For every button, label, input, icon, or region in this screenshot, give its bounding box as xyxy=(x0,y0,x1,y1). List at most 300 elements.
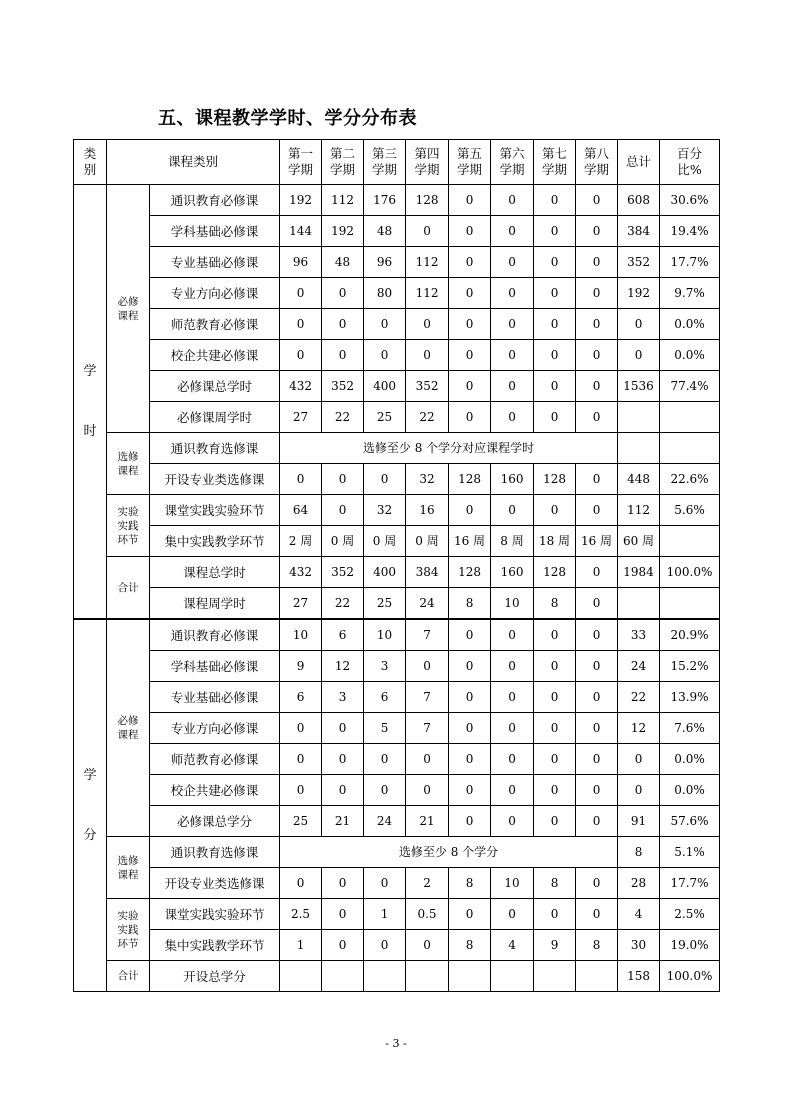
page-number: - 3 - xyxy=(385,1037,407,1050)
term-value: 0 xyxy=(534,402,576,433)
term-value: 0 xyxy=(576,619,618,651)
percent-value: 0.0% xyxy=(660,309,720,340)
empty-cell xyxy=(406,961,449,992)
term-value: 0 xyxy=(534,371,576,402)
total-value: 0 xyxy=(618,340,660,371)
term-value: 0 xyxy=(280,340,322,371)
credits-elective-group: 选修课程 xyxy=(107,837,150,899)
term-value: 8 xyxy=(534,588,576,620)
hours-practice-concentrated-row xyxy=(74,526,720,557)
term-value: 0 xyxy=(534,682,576,713)
term-value: 0 xyxy=(491,899,534,930)
course-name: 开设总学分 xyxy=(150,961,280,992)
term-value: 25 xyxy=(364,402,406,433)
term-value: 0 周 xyxy=(322,526,364,557)
term-value: 9 xyxy=(280,651,322,682)
term-value: 32 xyxy=(364,495,406,526)
total-value: 0 xyxy=(618,744,660,775)
percent-value xyxy=(660,402,720,433)
term-value: 128 xyxy=(449,464,491,495)
term-value: 0 xyxy=(449,402,491,433)
term-value: 0 xyxy=(449,775,491,806)
course-name: 专业基础必修课 xyxy=(150,682,280,713)
term-value: 8 xyxy=(449,930,491,961)
term-value: 16 周 xyxy=(576,526,618,557)
credits-required-row xyxy=(74,682,720,713)
term-value: 0 xyxy=(576,371,618,402)
course-name: 校企共建必修课 xyxy=(150,340,280,371)
credits-elective-general-row xyxy=(74,837,720,868)
term-value: 21 xyxy=(406,806,449,837)
term-value: 0 xyxy=(491,775,534,806)
term-value: 0 xyxy=(491,185,534,216)
term-value: 0 xyxy=(406,340,449,371)
term-value: 0 xyxy=(576,713,618,744)
term-value: 27 xyxy=(280,402,322,433)
course-name: 专业方向必修课 xyxy=(150,278,280,309)
term-value: 0 xyxy=(280,744,322,775)
header-term-6: 第六学期 xyxy=(491,140,534,185)
term-value: 10 xyxy=(364,619,406,651)
term-value: 0 xyxy=(576,495,618,526)
term-value: 8 周 xyxy=(491,526,534,557)
percent-value: 5.1% xyxy=(660,837,720,868)
header-term-4: 第四学期 xyxy=(406,140,449,185)
course-name: 开设专业类选修课 xyxy=(150,868,280,899)
term-value: 0 xyxy=(449,309,491,340)
term-value: 0 周 xyxy=(406,526,449,557)
total-value: 112 xyxy=(618,495,660,526)
term-value: 16 周 xyxy=(449,526,491,557)
term-value: 0 xyxy=(364,340,406,371)
percent-value: 17.7% xyxy=(660,868,720,899)
term-value: 0 周 xyxy=(364,526,406,557)
term-value: 0 xyxy=(449,619,491,651)
term-value: 0 xyxy=(449,216,491,247)
term-value: 0 xyxy=(449,899,491,930)
hours-practice-group: 实验实践环节 xyxy=(107,495,150,557)
credits-required-row xyxy=(74,744,720,775)
hours-required-row xyxy=(74,247,720,278)
term-value: 160 xyxy=(491,464,534,495)
total-value: 352 xyxy=(618,247,660,278)
term-value: 7 xyxy=(406,713,449,744)
term-value: 48 xyxy=(322,247,364,278)
term-value: 96 xyxy=(364,247,406,278)
percent-value: 9.7% xyxy=(660,278,720,309)
percent-value: 20.9% xyxy=(660,619,720,651)
term-value: 12 xyxy=(322,651,364,682)
term-value: 160 xyxy=(491,557,534,588)
term-value: 0 xyxy=(534,495,576,526)
empty-cell xyxy=(576,961,618,992)
term-value: 0 xyxy=(322,278,364,309)
term-value: 352 xyxy=(322,371,364,402)
term-value: 0 xyxy=(280,713,322,744)
term-value: 192 xyxy=(280,185,322,216)
term-value: 112 xyxy=(406,278,449,309)
term-value: 0 xyxy=(576,247,618,278)
total-value xyxy=(618,588,660,620)
hours-practice-lab-row xyxy=(74,495,720,526)
term-value: 128 xyxy=(406,185,449,216)
term-value: 192 xyxy=(322,216,364,247)
term-value: 0 xyxy=(449,651,491,682)
term-value: 128 xyxy=(534,557,576,588)
term-value: 0 xyxy=(322,775,364,806)
term-value: 0 xyxy=(322,464,364,495)
term-value: 6 xyxy=(280,682,322,713)
term-value: 0 xyxy=(280,309,322,340)
term-value: 0 xyxy=(491,340,534,371)
credits-category xyxy=(74,619,107,992)
total-value xyxy=(618,433,660,464)
percent-value: 100.0% xyxy=(660,557,720,588)
course-name: 课堂实践实验环节 xyxy=(150,899,280,930)
term-value: 0 xyxy=(491,495,534,526)
term-value: 10 xyxy=(491,868,534,899)
term-value: 16 xyxy=(406,495,449,526)
total-value: 0 xyxy=(618,775,660,806)
term-value: 25 xyxy=(280,806,322,837)
total-value: 28 xyxy=(618,868,660,899)
term-value: 0 xyxy=(406,216,449,247)
term-value: 7 xyxy=(406,619,449,651)
hours-required-row xyxy=(74,185,720,216)
term-value: 22 xyxy=(322,402,364,433)
term-value: 64 xyxy=(280,495,322,526)
percent-value: 17.7% xyxy=(660,247,720,278)
term-value: 0 xyxy=(491,309,534,340)
percent-value: 5.6% xyxy=(660,495,720,526)
term-value: 3 xyxy=(322,682,364,713)
header-term-7: 第七学期 xyxy=(534,140,576,185)
percent-value: 15.2% xyxy=(660,651,720,682)
term-value: 4 xyxy=(491,930,534,961)
term-value: 0 xyxy=(322,744,364,775)
term-value: 0 xyxy=(534,340,576,371)
term-value: 9 xyxy=(534,930,576,961)
term-value: 2.5 xyxy=(280,899,322,930)
credits-required-row xyxy=(74,651,720,682)
term-value: 0 xyxy=(364,775,406,806)
course-name: 通识教育选修课 xyxy=(150,837,280,868)
term-value: 0 xyxy=(534,713,576,744)
hours-total-group: 合计 xyxy=(107,557,150,620)
term-value: 0 xyxy=(322,899,364,930)
header-term-5: 第五学期 xyxy=(449,140,491,185)
term-value: 0 xyxy=(491,278,534,309)
credits-elective-major-row xyxy=(74,868,720,899)
header-term-1: 第一学期 xyxy=(280,140,322,185)
term-value: 432 xyxy=(280,557,322,588)
percent-value xyxy=(660,588,720,620)
percent-value: 2.5% xyxy=(660,899,720,930)
term-value: 176 xyxy=(364,185,406,216)
term-value: 0 xyxy=(534,185,576,216)
header-row xyxy=(74,140,720,185)
term-value: 10 xyxy=(280,619,322,651)
term-value: 0 xyxy=(576,216,618,247)
course-name: 集中实践教学环节 xyxy=(150,526,280,557)
credits-required-row xyxy=(74,619,720,651)
term-value: 0 xyxy=(322,930,364,961)
hours-elective-group: 选修课程 xyxy=(107,433,150,495)
header-category: 类别 xyxy=(74,140,107,185)
term-value: 0 xyxy=(576,806,618,837)
hours-credits-table xyxy=(73,139,720,992)
hours-required-group: 必修课程 xyxy=(107,185,150,433)
term-value: 25 xyxy=(364,588,406,620)
term-value: 0 xyxy=(576,899,618,930)
hours-sum-week-row xyxy=(74,588,720,620)
term-value: 3 xyxy=(364,651,406,682)
term-value: 1 xyxy=(364,899,406,930)
term-value: 0 xyxy=(280,278,322,309)
course-name: 开设专业类选修课 xyxy=(150,464,280,495)
term-value: 5 xyxy=(364,713,406,744)
term-value: 0 xyxy=(534,775,576,806)
total-value: 158 xyxy=(618,961,660,992)
credits-sum-total-row xyxy=(74,961,720,992)
credits-required-row xyxy=(74,713,720,744)
course-name: 集中实践教学环节 xyxy=(150,930,280,961)
term-value: 0 xyxy=(322,713,364,744)
total-value: 33 xyxy=(618,619,660,651)
percent-value: 0.0% xyxy=(660,340,720,371)
term-value: 0 xyxy=(449,185,491,216)
empty-cell xyxy=(491,961,534,992)
term-value: 384 xyxy=(406,557,449,588)
term-value: 0 xyxy=(449,744,491,775)
term-value: 0 xyxy=(364,309,406,340)
term-value: 0 xyxy=(449,247,491,278)
term-value: 0 xyxy=(534,651,576,682)
term-value: 0 xyxy=(534,619,576,651)
course-name: 必修课周学时 xyxy=(150,402,280,433)
term-value: 0 xyxy=(576,868,618,899)
header-total: 总计 xyxy=(618,140,660,185)
course-name: 专业方向必修课 xyxy=(150,713,280,744)
term-value: 432 xyxy=(280,371,322,402)
term-value: 0 xyxy=(491,402,534,433)
term-value: 0 xyxy=(280,775,322,806)
term-value: 0 xyxy=(364,868,406,899)
total-value: 24 xyxy=(618,651,660,682)
hours-elective-major-row xyxy=(74,464,720,495)
term-value: 0 xyxy=(491,682,534,713)
percent-value: 22.6% xyxy=(660,464,720,495)
term-value: 0 xyxy=(491,744,534,775)
term-value: 0 xyxy=(364,930,406,961)
term-value: 0 xyxy=(534,806,576,837)
term-value: 21 xyxy=(322,806,364,837)
term-value: 2 xyxy=(406,868,449,899)
empty-cell xyxy=(364,961,406,992)
category-label: 学分 xyxy=(83,767,97,843)
term-value: 0 xyxy=(322,340,364,371)
course-name: 专业基础必修课 xyxy=(150,247,280,278)
term-value: 0 xyxy=(576,744,618,775)
term-value: 112 xyxy=(406,247,449,278)
header-percent: 百分比% xyxy=(660,140,720,185)
credits-required-row xyxy=(74,775,720,806)
percent-value: 30.6% xyxy=(660,185,720,216)
total-value: 384 xyxy=(618,216,660,247)
percent-value: 7.6% xyxy=(660,713,720,744)
total-value: 1984 xyxy=(618,557,660,588)
term-value: 0 xyxy=(534,216,576,247)
term-value: 96 xyxy=(280,247,322,278)
course-name: 学科基础必修课 xyxy=(150,216,280,247)
percent-value xyxy=(660,526,720,557)
percent-value xyxy=(660,433,720,464)
term-value: 22 xyxy=(322,588,364,620)
header-course-type: 课程类别 xyxy=(107,140,280,185)
elective-note: 选修至少 8 个学分对应课程学时 xyxy=(280,433,618,464)
term-value: 0 xyxy=(576,464,618,495)
term-value: 0 xyxy=(491,619,534,651)
term-value: 8 xyxy=(449,868,491,899)
total-value: 1536 xyxy=(618,371,660,402)
term-value: 0 xyxy=(280,868,322,899)
term-value: 0 xyxy=(449,682,491,713)
course-name: 必修课总学时 xyxy=(150,371,280,402)
term-value: 0 xyxy=(364,464,406,495)
term-value: 0 xyxy=(491,216,534,247)
term-value: 0 xyxy=(449,713,491,744)
term-value: 0 xyxy=(491,371,534,402)
total-value: 12 xyxy=(618,713,660,744)
percent-value: 19.4% xyxy=(660,216,720,247)
course-name: 师范教育必修课 xyxy=(150,744,280,775)
term-value: 0 xyxy=(322,495,364,526)
term-value: 22 xyxy=(406,402,449,433)
term-value: 24 xyxy=(364,806,406,837)
term-value: 0 xyxy=(406,744,449,775)
percent-value: 57.6% xyxy=(660,806,720,837)
term-value: 0 xyxy=(576,775,618,806)
hours-sum-total-row xyxy=(74,557,720,588)
page-title: 五、课程教学学时、学分分布表 xyxy=(158,108,417,129)
course-name: 通识教育必修课 xyxy=(150,185,280,216)
term-value: 400 xyxy=(364,371,406,402)
total-value: 4 xyxy=(618,899,660,930)
term-value: 0 xyxy=(491,806,534,837)
course-name: 师范教育必修课 xyxy=(150,309,280,340)
term-value: 0 xyxy=(322,309,364,340)
term-value: 0 xyxy=(576,185,618,216)
term-value: 6 xyxy=(364,682,406,713)
header-term-2: 第二学期 xyxy=(322,140,364,185)
term-value: 0 xyxy=(534,899,576,930)
term-value: 0 xyxy=(449,371,491,402)
term-value: 80 xyxy=(364,278,406,309)
percent-value: 100.0% xyxy=(660,961,720,992)
term-value: 0 xyxy=(576,588,618,620)
course-name: 课程周学时 xyxy=(150,588,280,620)
hours-category xyxy=(74,185,107,620)
total-value: 608 xyxy=(618,185,660,216)
total-value: 0 xyxy=(618,309,660,340)
hours-required-row xyxy=(74,371,720,402)
term-value: 0 xyxy=(491,713,534,744)
term-value: 7 xyxy=(406,682,449,713)
term-value: 0 xyxy=(491,247,534,278)
hours-required-row xyxy=(74,340,720,371)
term-value: 2 周 xyxy=(280,526,322,557)
term-value: 0 xyxy=(576,309,618,340)
header-term-8: 第八学期 xyxy=(576,140,618,185)
course-name: 通识教育选修课 xyxy=(150,433,280,464)
credits-practice-lab-row xyxy=(74,899,720,930)
credits-required-group: 必修课程 xyxy=(107,619,150,837)
term-value: 0 xyxy=(576,402,618,433)
term-value: 128 xyxy=(449,557,491,588)
term-value: 0 xyxy=(449,278,491,309)
term-value: 0 xyxy=(576,682,618,713)
course-name: 必修课总学分 xyxy=(150,806,280,837)
hours-required-row xyxy=(74,309,720,340)
credits-required-row xyxy=(74,806,720,837)
header-term-3: 第三学期 xyxy=(364,140,406,185)
term-value: 0 xyxy=(364,744,406,775)
term-value: 0 xyxy=(322,868,364,899)
category-label: 学时 xyxy=(83,363,97,439)
term-value: 27 xyxy=(280,588,322,620)
term-value: 1 xyxy=(280,930,322,961)
course-name: 通识教育必修课 xyxy=(150,619,280,651)
hours-elective-general-row xyxy=(74,433,720,464)
term-value: 0 xyxy=(449,340,491,371)
percent-value: 0.0% xyxy=(660,775,720,806)
total-value xyxy=(618,402,660,433)
term-value: 8 xyxy=(449,588,491,620)
term-value: 352 xyxy=(322,557,364,588)
hours-required-row xyxy=(74,278,720,309)
term-value: 0 xyxy=(406,651,449,682)
empty-cell xyxy=(322,961,364,992)
term-value: 0 xyxy=(406,930,449,961)
term-value: 10 xyxy=(491,588,534,620)
empty-cell xyxy=(449,961,491,992)
term-value: 112 xyxy=(322,185,364,216)
credits-total-group: 合计 xyxy=(107,961,150,992)
term-value: 32 xyxy=(406,464,449,495)
term-value: 48 xyxy=(364,216,406,247)
credits-practice-group: 实验实践环节 xyxy=(107,899,150,961)
percent-value: 19.0% xyxy=(660,930,720,961)
hours-required-row xyxy=(74,402,720,433)
total-value: 448 xyxy=(618,464,660,495)
elective-note: 选修至少 8 个学分 xyxy=(280,837,618,868)
total-value: 30 xyxy=(618,930,660,961)
term-value: 144 xyxy=(280,216,322,247)
term-value: 0 xyxy=(406,309,449,340)
course-name: 课堂实践实验环节 xyxy=(150,495,280,526)
total-value: 91 xyxy=(618,806,660,837)
term-value: 0 xyxy=(280,464,322,495)
term-value: 0 xyxy=(491,651,534,682)
term-value: 0 xyxy=(406,775,449,806)
total-value: 192 xyxy=(618,278,660,309)
hours-required-row xyxy=(74,216,720,247)
term-value: 0.5 xyxy=(406,899,449,930)
term-value: 0 xyxy=(576,557,618,588)
credits-practice-concentrated-row xyxy=(74,930,720,961)
term-value: 0 xyxy=(534,247,576,278)
term-value: 8 xyxy=(576,930,618,961)
